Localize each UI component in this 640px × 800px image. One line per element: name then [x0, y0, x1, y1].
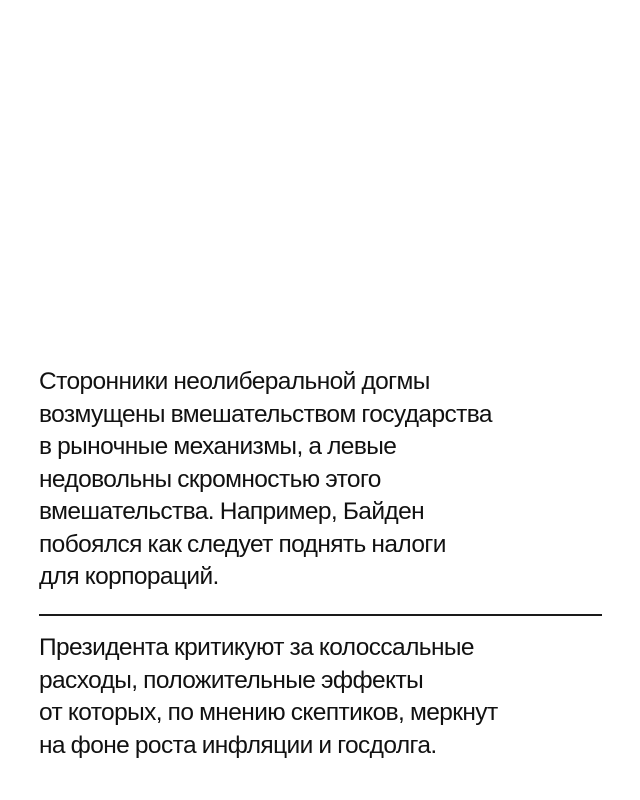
paragraph-line: расходы, положительные эффекты [39, 666, 424, 694]
paragraph-line: на фоне роста инфляции и госдолга. [39, 731, 437, 759]
paragraph-line: в рыночные механизмы, а левые [39, 433, 397, 460]
paragraph-line: от которых, по мнению скептиков, меркнут [39, 699, 498, 726]
paragraph-line: возмущены вмешательством государства [39, 400, 492, 428]
section-divider [39, 614, 602, 616]
paragraph-criticism-spending [39, 632, 609, 762]
paragraph-line: вмешательства. Например, Байден [39, 498, 425, 525]
paragraph-line: для корпораций. [39, 563, 219, 590]
paragraph-criticism-ideology [39, 366, 609, 594]
paragraph-line: Сторонники неолиберальной догмы [39, 368, 430, 395]
paragraph-line: недовольны скромностью этого [39, 465, 381, 493]
paragraph-line: Президента критикуют за колоссальные [39, 634, 474, 661]
paragraph-line: побоялся как следует поднять налоги [39, 530, 446, 558]
